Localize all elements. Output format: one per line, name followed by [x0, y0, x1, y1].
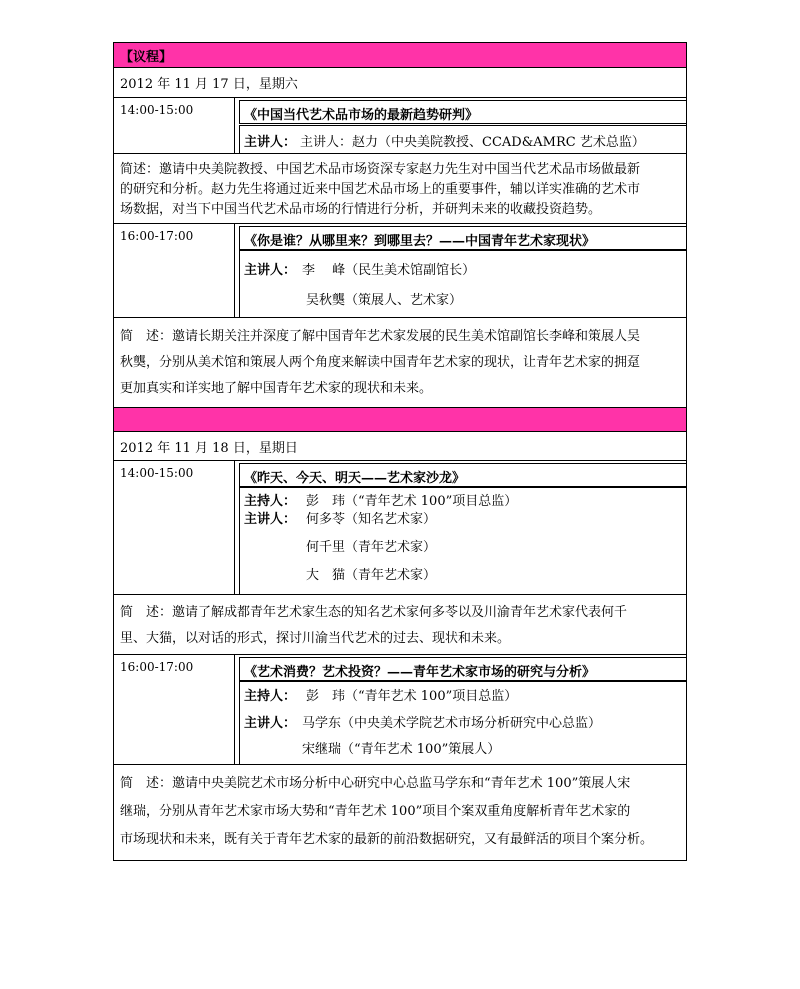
- speaker-name: 何千里（青年艺术家）: [306, 540, 437, 555]
- session-time: 14:00-15:00: [114, 461, 235, 594]
- description-line: 的研究和分析。赵力先生将通过近来中国艺术品市场上的重要事件，辅以详实准确的艺术市: [120, 182, 641, 197]
- agenda-table: [113, 42, 687, 861]
- speaker-name: 主讲人：赵力（中央美院教授、CCAD&AMRC 艺术总监）: [300, 135, 645, 150]
- session-row: [113, 655, 687, 765]
- session-row: [113, 224, 687, 318]
- session-speakers: [239, 487, 686, 594]
- session-speakers: [239, 681, 686, 764]
- day-date-row: [113, 432, 687, 461]
- session-title: 《中国当代艺术品市场的最新趋势研判》: [239, 100, 686, 124]
- speaker-name: 马学东（中央美术学院艺术市场分析研究中心总监）: [302, 716, 602, 731]
- description-line: 市场现状和未来，既有关于青年艺术家的最新的前沿数据研究，又有最鲜活的项目个案分析。: [120, 832, 654, 847]
- day-date: 2012 年 11 月 18 日，星期日: [120, 441, 298, 456]
- day-separator: [113, 408, 687, 432]
- speaker-name: 吴秋龑（策展人、艺术家）: [306, 293, 463, 308]
- description-line: 简 述：邀请中央美院艺术市场分析中心研究中心总监马学东和“青年艺术 100”策展人宋: [120, 776, 631, 791]
- speaker-label: 主讲人：: [244, 135, 297, 150]
- session-time: 14:00-15:00: [114, 98, 235, 153]
- speaker-name: 何多苓（知名艺术家）: [306, 512, 437, 527]
- speaker-label: 主讲人：: [244, 716, 297, 731]
- session-title: 《昨天、今天、明天——艺术家沙龙》: [239, 463, 686, 487]
- session-row: [113, 461, 687, 595]
- host-name: 彭 玮（“青年艺术 100”项目总监）: [306, 494, 518, 509]
- session-time: 16:00-17:00: [114, 655, 235, 764]
- description-line: 场数据，对当下中国当代艺术品市场的行情进行分析，并研判未来的收藏投资趋势。: [120, 202, 602, 217]
- description-line: 简述：邀请中央美院教授、中国艺术品市场资深专家赵力先生对中国当代艺术品市场做最新: [120, 162, 641, 177]
- host-label: 主持人：: [244, 494, 297, 509]
- host-name: 彭 玮（“青年艺术 100”项目总监）: [306, 689, 518, 704]
- speaker-name: 大 猫（青年艺术家）: [306, 568, 437, 583]
- session-title: 《艺术消费？艺术投资？——青年艺术家市场的研究与分析》: [239, 657, 686, 681]
- speaker-label: 主讲人：: [244, 512, 297, 527]
- session-description: [113, 318, 687, 408]
- day-date-row: [113, 68, 687, 98]
- description-line: 秋龑，分别从美术馆和策展人两个角度来解读中国青年艺术家的现状，让青年艺术家的拥趸: [120, 355, 641, 370]
- agenda-header: 【议程】: [120, 50, 173, 65]
- day-date: 2012 年 11 月 17 日，星期六: [120, 77, 298, 92]
- session-title: 《你是谁？从哪里来？到哪里去？——中国青年艺术家现状》: [239, 226, 686, 250]
- session-description: [113, 765, 687, 861]
- session-detail: [235, 98, 686, 153]
- session-row: [113, 98, 687, 154]
- session-speakers: [239, 125, 686, 153]
- speaker-label: 主讲人：: [244, 263, 297, 278]
- description-line: 简 述：邀请了解成都青年艺术家生态的知名艺术家何多苓以及川渝青年艺术家代表何千: [120, 605, 628, 620]
- description-line: 里、大猫，以对话的形式，探讨川渝当代艺术的过去、现状和未来。: [120, 631, 511, 646]
- session-detail: [235, 655, 686, 764]
- session-description: [113, 154, 687, 224]
- session-description: [113, 595, 687, 655]
- agenda-header-row: [113, 42, 687, 68]
- session-detail: [235, 461, 686, 594]
- description-line: 简 述：邀请长期关注并深度了解中国青年艺术家发展的民生美术馆副馆长李峰和策展人吴: [120, 329, 641, 344]
- speaker-name: 李 峰（民生美术馆副馆长）: [302, 263, 476, 278]
- session-time: 16:00-17:00: [114, 224, 235, 317]
- host-label: 主持人：: [244, 689, 297, 704]
- session-speakers: [239, 250, 686, 317]
- session-detail: [235, 224, 686, 317]
- description-line: 继瑞，分别从青年艺术家市场大势和“青年艺术 100”项目个案双重角度解析青年艺术家的: [120, 804, 631, 819]
- speaker-name: 宋继瑞（“青年艺术 100”策展人）: [302, 742, 501, 757]
- description-line: 更加真实和详实地了解中国青年艺术家的现状和未来。: [120, 381, 433, 396]
